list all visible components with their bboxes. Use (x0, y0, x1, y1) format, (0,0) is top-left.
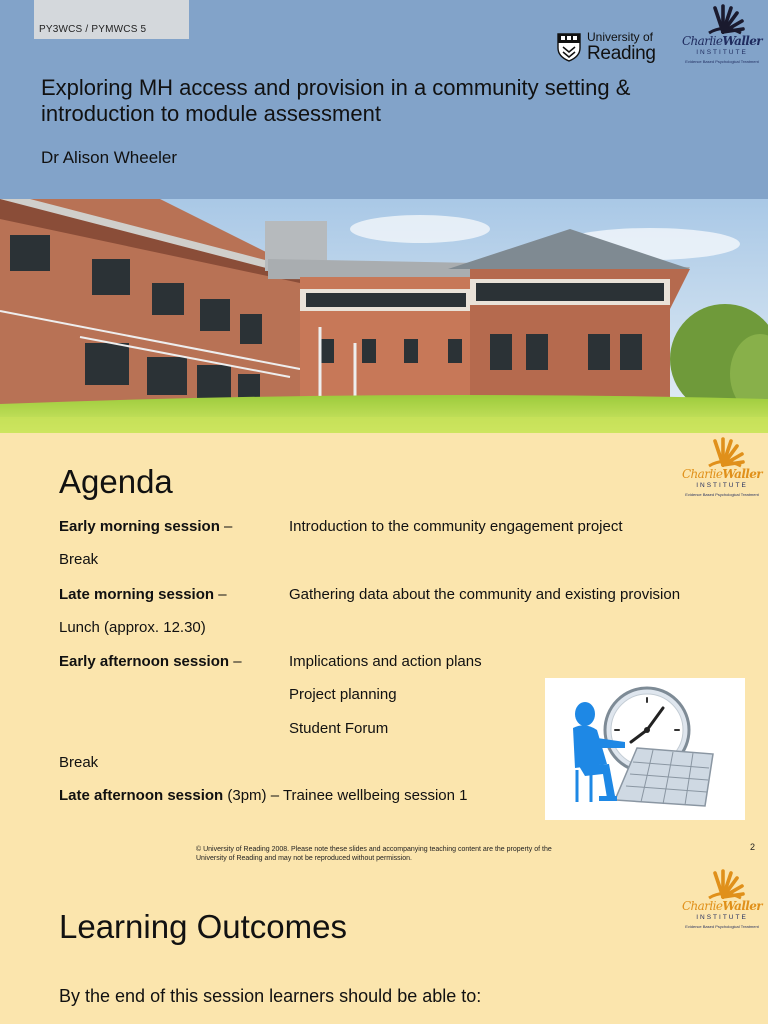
cwi-name: CharlieWaller (681, 899, 763, 913)
crest-icon (557, 33, 581, 62)
sunburst-icon (701, 867, 745, 901)
cwi-institute-label: INSTITUTE (696, 914, 748, 921)
slide-number: 2 (750, 842, 756, 852)
charlie-waller-institute-logo (679, 2, 765, 72)
cwi-tagline: Evidence Based Psychological Treatment (685, 492, 759, 497)
agenda-item-early-morning: Introduction to the community engagement project (289, 518, 623, 535)
campus-building-photo (0, 199, 768, 433)
agenda-row-lunch: Lunch (approx. 12.30) (59, 619, 206, 636)
cwi-tagline: Evidence Based Psychological Treatment (685, 924, 759, 929)
presentation-title: Exploring MH access and provision in a community setting & introduction to module assessment (41, 75, 631, 126)
cwi-name: CharlieWaller (681, 34, 763, 48)
sunburst-icon (701, 2, 745, 36)
clock-and-calendar-icon (545, 678, 745, 820)
agenda-row-late-afternoon: Late afternoon session (3pm) – Trainee wellbeing session 1 (59, 787, 468, 804)
cwi-tagline: Evidence Based Psychological Treatment (685, 59, 759, 64)
course-tag (34, 0, 189, 39)
agenda-heading: Agenda (59, 463, 173, 500)
charlie-waller-institute-logo (679, 435, 765, 505)
cwi-institute-label: INSTITUTE (696, 49, 748, 56)
agenda-row-early-morning: Early morning session – (59, 518, 233, 535)
agenda-row-early-afternoon: Early afternoon session – (59, 653, 242, 670)
agenda-item-implications: Implications and action plans (289, 653, 482, 670)
learning-outcomes-intro: By the end of this session learners should be able to: (59, 986, 482, 1006)
agenda-item-project-planning: Project planning (289, 686, 397, 703)
charlie-waller-institute-logo (679, 867, 765, 937)
copyright-notice: © University of Reading 2008. Please note these slides and accompanying teaching content are the property of the University of Reading and may not be reproduced without permission. (196, 846, 552, 862)
agenda-row-break-2: Break (59, 754, 99, 771)
cwi-institute-label: INSTITUTE (696, 482, 748, 489)
uor-logo-line1: University of (587, 30, 654, 44)
agenda-item-student-forum: Student Forum (289, 720, 389, 737)
learning-outcomes-heading: Learning Outcomes (59, 908, 347, 945)
agenda-slide (0, 433, 768, 865)
learning-outcomes-slide (0, 865, 768, 1024)
presenter-name: Dr Alison Wheeler (41, 148, 178, 167)
course-code: PY3WCS / PYMWCS 5 (39, 24, 147, 35)
title-slide (0, 0, 768, 433)
clipart-card (545, 678, 745, 820)
cwi-name: CharlieWaller (681, 467, 763, 481)
agenda-row-break-1: Break (59, 551, 99, 568)
agenda-item-late-morning: Gathering data about the community and existing provision (289, 586, 681, 603)
agenda-row-late-morning: Late morning session – (59, 586, 227, 603)
sunburst-icon (701, 435, 745, 469)
university-of-reading-logo (557, 28, 661, 68)
uor-logo-line2: Reading (587, 43, 656, 64)
